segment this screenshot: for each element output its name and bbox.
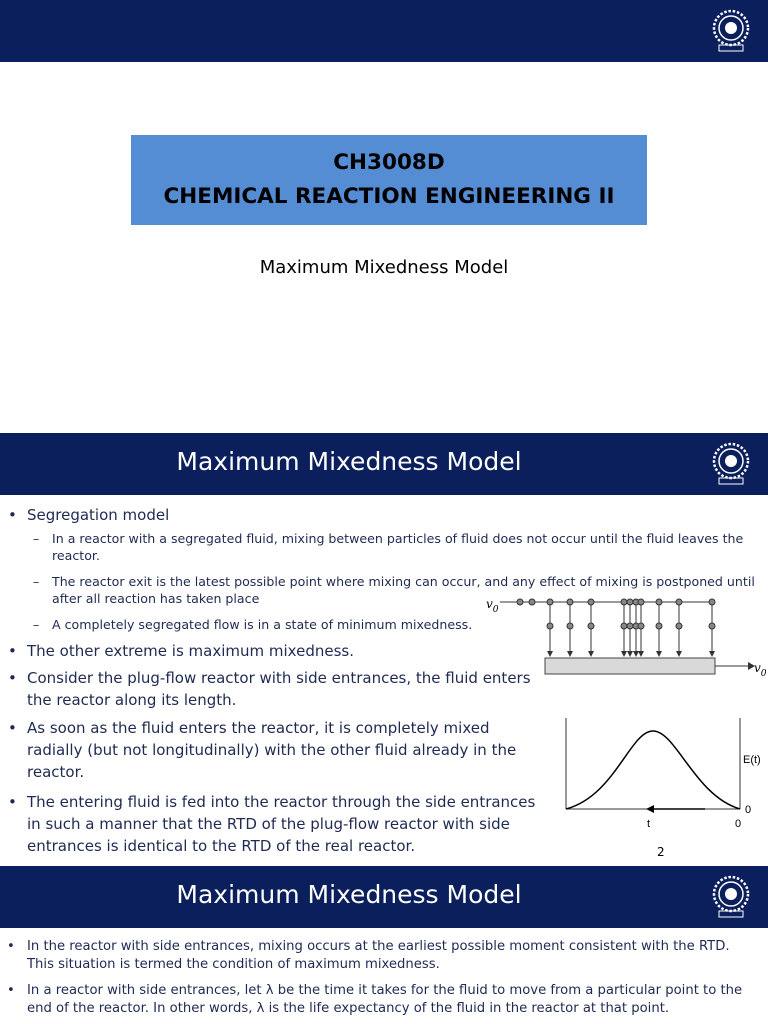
bullet-plug-flow: • Consider the plug-flow reactor with side entrances, the fluid enters the reactor along its length.: [8, 669, 531, 709]
slide-title: Maximum Mixedness Model: [176, 880, 522, 909]
tap-arrow: [656, 651, 662, 657]
axis-zero-right: 0: [745, 804, 752, 816]
feed-node: [529, 599, 535, 605]
tap-node: [709, 599, 715, 605]
rtd-curve: [566, 731, 740, 809]
axis-t-label: t: [647, 818, 651, 830]
tap-arrow: [621, 651, 627, 657]
sub-bullet: – In a reactor with a segregated fluid, mixing between particles of fluid does not occur until the fluid leaves the reactor.: [33, 531, 744, 563]
institute-seal-icon: [708, 440, 754, 486]
course-name: CHEMICAL REACTION ENGINEERING II: [163, 184, 615, 209]
slide-1: [0, 0, 768, 428]
tap-arrow: [676, 651, 682, 657]
course-code: CH3008D: [333, 150, 445, 175]
tap-node: [676, 599, 682, 605]
institute-seal-icon: [708, 7, 754, 53]
sub-bullet: – The reactor exit is the latest possible point where mixing can occur, and any effect of mixing is postponed until after all reaction has taken place: [33, 574, 755, 606]
tap-valve: [676, 623, 682, 629]
tap-node: [656, 599, 662, 605]
bullet-segregation: • Segregation model: [8, 506, 170, 524]
tap-valve: [621, 623, 627, 629]
curve-label: E(t): [743, 754, 761, 766]
tap-node: [621, 599, 627, 605]
bullet-side-entrances: • The entering fluid is fed into the reactor through the side entrances in such a manner that the RTD of the plug-flow reactor with side entrances is identical to the RTD of the real reactor.: [8, 793, 536, 855]
bullet-life-expectancy: • In a reactor with side entrances, let λ be the time it takes for the fluid to move from a particular point to the end of the reactor. In other words, λ is the life expectancy of the fluid in the reactor at that point.: [7, 983, 743, 1016]
side-entrance-taps: [517, 599, 715, 657]
slide-2: [0, 433, 768, 863]
tap-valve: [588, 623, 594, 629]
sub-bullet: – A completely segregated flow is in a state of minimum mixedness.: [33, 617, 473, 632]
outlet-label: $v_0$: [754, 661, 767, 679]
rtd-curve-diagram: [555, 716, 768, 836]
slide-title: Maximum Mixedness Model: [176, 447, 522, 476]
tap-node: [627, 599, 633, 605]
tap-node: [638, 599, 644, 605]
tap-node: [588, 599, 594, 605]
tap-valve: [709, 623, 715, 629]
tap-valve: [638, 623, 644, 629]
inlet-label: $v_0$: [486, 597, 499, 615]
bullet-mixed-radially: • As soon as the fluid enters the reactor, it is completely mixed radially (but not longitudinally) with the other fluid already in the reactor.: [8, 719, 517, 781]
tap-arrow: [627, 651, 633, 657]
reactor-tube: [545, 658, 715, 674]
feed-node: [517, 599, 523, 605]
slide-subtitle: Maximum Mixedness Model: [259, 257, 509, 278]
institute-seal-icon: [708, 873, 754, 919]
axis-zero-bottom: 0: [735, 818, 742, 830]
page-number: 2: [657, 845, 665, 859]
tap-arrow: [633, 651, 639, 657]
tap-valve: [547, 623, 553, 629]
tap-node: [547, 599, 553, 605]
bullet-earliest-mixing: • In the reactor with side entrances, mixing occurs at the earliest possible moment consistent with the RTD. This situation is termed the condition of maximum mixedness.: [7, 939, 730, 972]
tap-valve: [656, 623, 662, 629]
slide-3: [0, 866, 768, 1024]
time-arrow-head: [646, 805, 654, 813]
tap-arrow: [709, 651, 715, 657]
reactor-diagram: [480, 588, 768, 683]
tap-arrow: [567, 651, 573, 657]
tap-node: [567, 599, 573, 605]
tap-arrow: [638, 651, 644, 657]
tap-arrow: [547, 651, 553, 657]
bullet-other-extreme: • The other extreme is maximum mixedness.: [8, 642, 354, 660]
tap-valve: [627, 623, 633, 629]
header-bar: [0, 0, 768, 62]
tap-valve: [567, 623, 573, 629]
course-title-box: [131, 135, 647, 225]
tap-arrow: [588, 651, 594, 657]
